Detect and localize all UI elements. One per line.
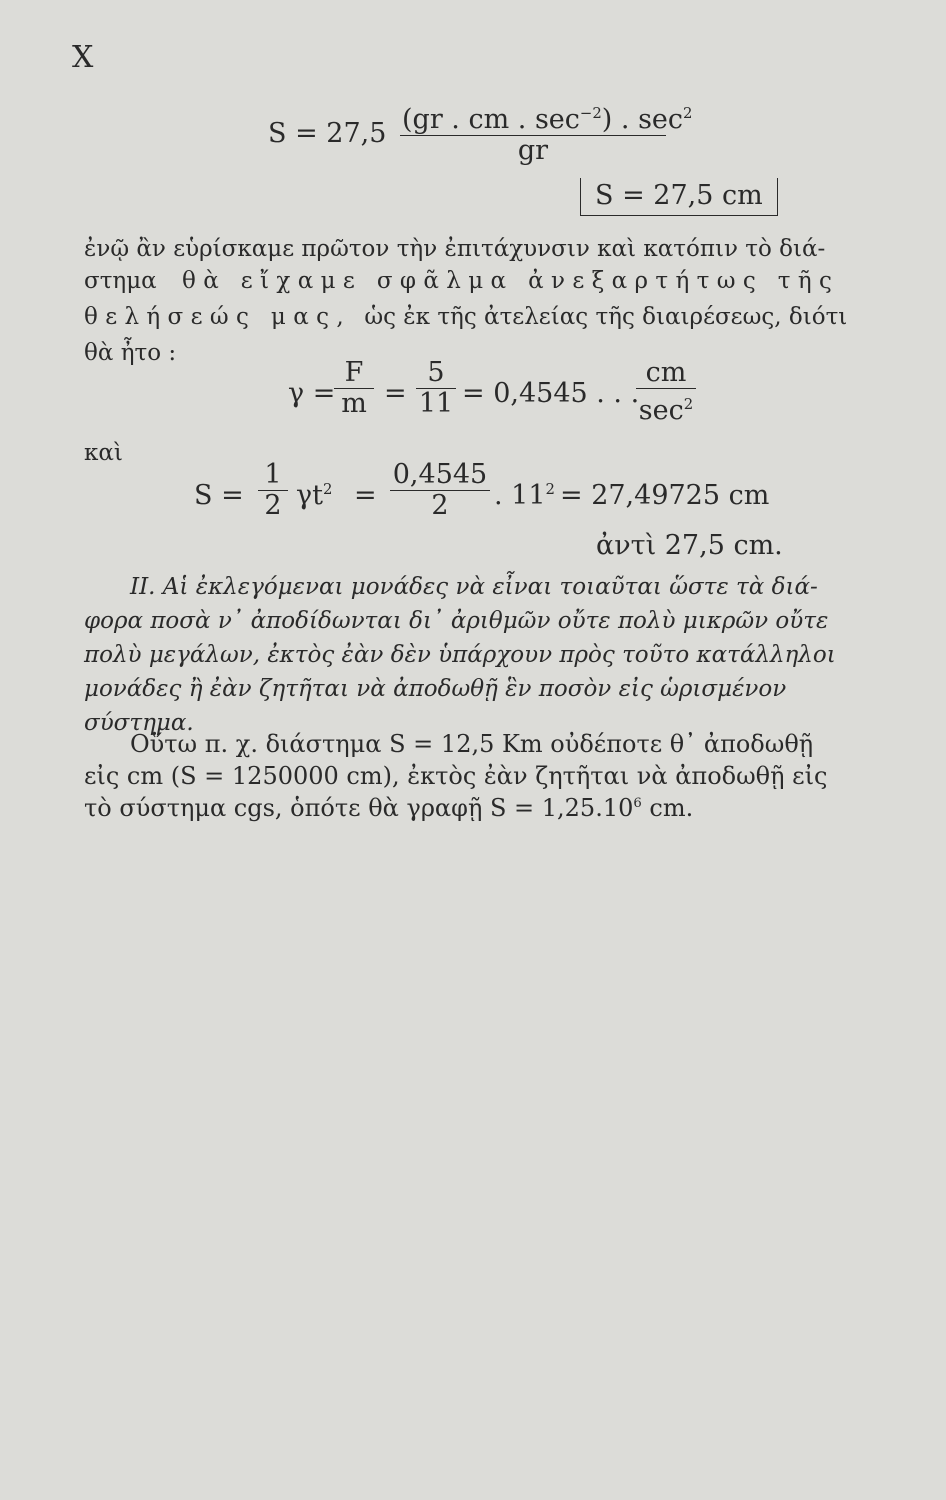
eq1-numerator: (gr . cm . $\sec^{-2}$) . $\sec^2$ — [400, 98, 666, 136]
eq3-equals: = — [354, 480, 377, 511]
eq3-fraction-1: $\frac{1}{2}$ — [258, 460, 288, 521]
para3-line2: εἰς cm (S = 1250000 cm), ἐκτὸς ἐὰν ζητῆται νὰ ἀποδωθῇ εἰς — [84, 762, 828, 790]
eq3-result: = 27,49725 cm — [560, 480, 770, 511]
eq2-fraction-1: $\frac{F}{m}$ — [334, 358, 374, 419]
eq1-lhs: S = 27,5 — [268, 118, 387, 149]
eq1-fraction — [400, 98, 693, 166]
para3-line3: τὸ σύστημα cgs, ὁπότε θὰ γραφῇ $S = 1,25.10^6$ cm. — [84, 794, 694, 822]
para2-line4: μονάδες ἢ ἐὰν ζητῆται νὰ ἀποδωθῇ ἓν ποσὸν εἰς ὡρισμένον — [84, 676, 787, 702]
para1-line3: θελήσεώς μας, ὡς ἐκ τῆς ἀτελείας τῆς διαιρέσεως, διότι — [84, 304, 848, 330]
eq2-equals: = — [384, 378, 407, 409]
para3-line1: Οὕτω π. χ. διάστημα S = 12,5 Km οὐδέποτε θ᾽ ἀποδωθῇ — [130, 730, 814, 758]
para2-line1: II. Αἱ ἐκλεγόμεναι μονάδες νὰ εἶναι τοιαῦται ὥστε τὰ διά- — [130, 574, 818, 600]
para2-line2: φορα ποσὰ ν᾽ ἀποδίδωνται δι᾽ ἀριθμῶν οὔτε πολὺ μικρῶν οὔτε — [84, 608, 829, 634]
para2-line3: πολὺ μεγάλων, ἐκτὸς ἐὰν δὲν ὑπάρχουν πρὸς τοῦτο κατάλληλοι — [84, 642, 836, 668]
page-number: X — [72, 40, 94, 75]
eq2-unit: cm $\sec^2$ — [636, 358, 696, 426]
kai-word: καὶ — [84, 440, 123, 466]
eq1-denominator: gr — [517, 135, 549, 166]
eq3-lhs: S = — [194, 480, 244, 511]
eq2-lhs: γ = — [288, 378, 336, 409]
eq1-result-box: S = 27,5 cm — [580, 178, 778, 216]
eq3-tail: . $11^2$ — [494, 480, 555, 511]
eq2-value: = 0,4545 . . . — [462, 378, 640, 409]
anti-line: ἀντὶ 27,5 cm. — [596, 530, 783, 561]
eq2-fraction-2: $\frac{5}{11}$ — [416, 358, 456, 419]
para1-line2: στημα θὰ εἴχαμε σφᾶλμα ἀνεξαρτήτως τῆς — [84, 268, 840, 294]
para2-line5: σύστημα. — [84, 710, 194, 736]
eq3-fraction-2: $\frac{0,4545}{2}$ — [390, 460, 490, 521]
para1-line4: θὰ ἦτο : — [84, 340, 177, 366]
eq3-mid: $\gamma t^2$ — [296, 480, 333, 511]
para1-line1: ἐνῷ ἂν εὑρίσκαμε πρῶτον τὴν ἐπιτάχυνσιν καὶ κατόπιν τὸ διά- — [84, 236, 826, 262]
